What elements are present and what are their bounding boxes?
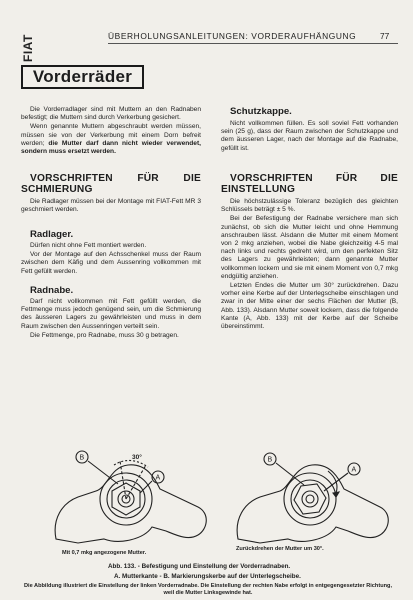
heading-schutzkappe: Schutzkappe. bbox=[230, 106, 292, 117]
heading-einstellung: VORSCHRIFTEN FÜR DIE EINSTELLUNG bbox=[221, 173, 398, 195]
right-column-einstellung bbox=[221, 173, 398, 332]
header-rule bbox=[108, 43, 398, 44]
rotation-arrow-head bbox=[333, 492, 339, 497]
radnabe-paragraph-1: Darf nicht vollkommen mit Fett gefüllt werden, die Fettmenge muss jedoch genügend sein, um die Schmierung des äusseren Lagers zu gewährleisten und muss in dem Raum zwischen den Aussenringen verteilt sein. bbox=[21, 298, 201, 330]
heading-schmierung: VORSCHRIFTEN FÜR DIE SCHMIERUNG bbox=[21, 173, 201, 195]
callout-b-label: B bbox=[79, 454, 85, 462]
left-column-radlager bbox=[21, 229, 201, 277]
heading-radlager: Radlager. bbox=[30, 229, 74, 240]
intro-paragraph-2-emphasis: die Mutter darf dann nicht wieder verwendet, sondern muss ersetzt werden. bbox=[21, 139, 201, 156]
schmierung-paragraph: Die Radlager müssen bei der Montage mit FIAT-Fett MR 3 geschmiert werden. bbox=[21, 198, 201, 214]
callout-a-label: A bbox=[155, 474, 161, 482]
fiat-logo-text: FIAT bbox=[21, 34, 35, 62]
figure-right-caption: Zurückdrehen der Mutter um 30°. bbox=[236, 546, 324, 552]
figure-caption-sub: A. Mutterkante - B. Markierungskerbe auf der Unterlegscheibe. bbox=[114, 573, 301, 580]
washer-inner-ring-right bbox=[291, 480, 329, 518]
figure-left-hub-nut bbox=[48, 447, 213, 547]
einstellung-paragraph-3: Letzten Endes die Mutter um 30° zurückdrehen. Dazu vorher eine Kerbe auf der Unterlegscheibe einschlagen und zwar in der Mitte einer der sechs Flächen der Mutter (B, Abb. 133). Alsdann Mutter soweit lockern, dass die folgende Kante (A, Abb. 133) mit der Kerbe auf der Scheibe übereinstimmt. bbox=[221, 282, 398, 331]
knuckle-arm-shape-right bbox=[237, 465, 388, 543]
left-column-radnabe bbox=[21, 285, 201, 341]
figure-caption-main: Abb. 133. - Befestigung und Einstellung der Vorderradnaben. bbox=[108, 563, 291, 570]
running-head: ÜBERHOLUNGSANLEITUNGEN: VORDERAUFHÄNGUNG bbox=[108, 31, 357, 41]
page-number: 77 bbox=[380, 31, 390, 41]
spindle-core-right bbox=[306, 495, 314, 503]
fiat-logo bbox=[21, 28, 35, 68]
figure-right-hub-nut bbox=[228, 447, 398, 547]
einstellung-paragraph-1: Die höchstzulässige Toleranz bezüglich des gleichten Schlüssels beträgt ± 5 %. bbox=[221, 198, 398, 214]
section-title: Vorderräder bbox=[32, 67, 133, 86]
washer-outer-ring-right bbox=[284, 473, 336, 525]
section-title-box bbox=[21, 65, 144, 89]
angle-line-2 bbox=[126, 465, 146, 499]
radlager-paragraph-2: Vor der Montage auf den Achsschenkel muss der Raum zwischen dem Käfig und dem Aussenring vollkommen mit Fett gefüllt werden. bbox=[21, 251, 201, 275]
einstellung-paragraph-2: Bei der Befestigung der Radnabe versichere man sich zunächst, ob sich die Mutter leicht und ohne Hemmung anschrauben lässt. Alsdann die Mutter mit einem Moment von 2 mkg anziehen, wobei die Nabe gleichzeitig 4-5 mal nach links und rechts gedreht wird, um den perfekten Sitz des Lagers zu gewährleisten; dann genannte Mutter vollkommen lockern und sie mit einem Moment von 0,7 mkg endgültig anziehen. bbox=[221, 215, 398, 280]
left-column bbox=[21, 106, 201, 157]
spindle-circle-right bbox=[302, 491, 318, 507]
knuckle-arm-shape bbox=[55, 465, 206, 543]
figure-left-caption: Mit 0,7 mkg angezogene Mutter. bbox=[62, 550, 147, 556]
right-column-schutzkappe bbox=[221, 106, 398, 154]
heading-radnabe: Radnabe. bbox=[30, 285, 74, 296]
schutzkappe-paragraph: Nicht vollkommen füllen. Es soll soviel Fett vorhanden sein (25 g), dass der Raum zwischen der Schutzkappe und dem äusseren Lager, nach der Montage auf die Radnabe, gefüllt ist. bbox=[221, 120, 398, 152]
left-column-schmierung bbox=[21, 173, 201, 215]
angle-arc bbox=[114, 460, 148, 467]
figure-note: Die Abbildung illustriert die Einstellung der linken Vorderradnabe. Die Einstellung der rechten Nabe erfolgt in entgegengesetzter Richtung, weil die Mutter Linksgewinde hat. bbox=[24, 583, 392, 596]
radlager-paragraph-1: Dürfen nicht ohne Fett montiert werden. bbox=[30, 242, 147, 249]
radnabe-paragraph-2: Die Fettmenge, pro Radnabe, muss 30 g betragen. bbox=[30, 331, 179, 339]
intro-paragraph-2 bbox=[21, 123, 201, 156]
intro-paragraph-2-text: Wenn genannte Muttern abgeschraubt werden müssen, müssen sie von der Verkerbung mit einem Dorn befreit werden; bbox=[21, 123, 201, 147]
nut-hexagon-rotated bbox=[294, 484, 326, 514]
angle-label: 30° bbox=[132, 454, 142, 461]
intro-paragraph-1: Die Vorderradlager sind mit Muttern an den Radnaben befestigt; die Muttern sind durch Verkerbung gesichert. bbox=[21, 106, 201, 122]
callout-b-label-right: B bbox=[267, 456, 273, 464]
callout-a-label-right: A bbox=[351, 466, 357, 474]
